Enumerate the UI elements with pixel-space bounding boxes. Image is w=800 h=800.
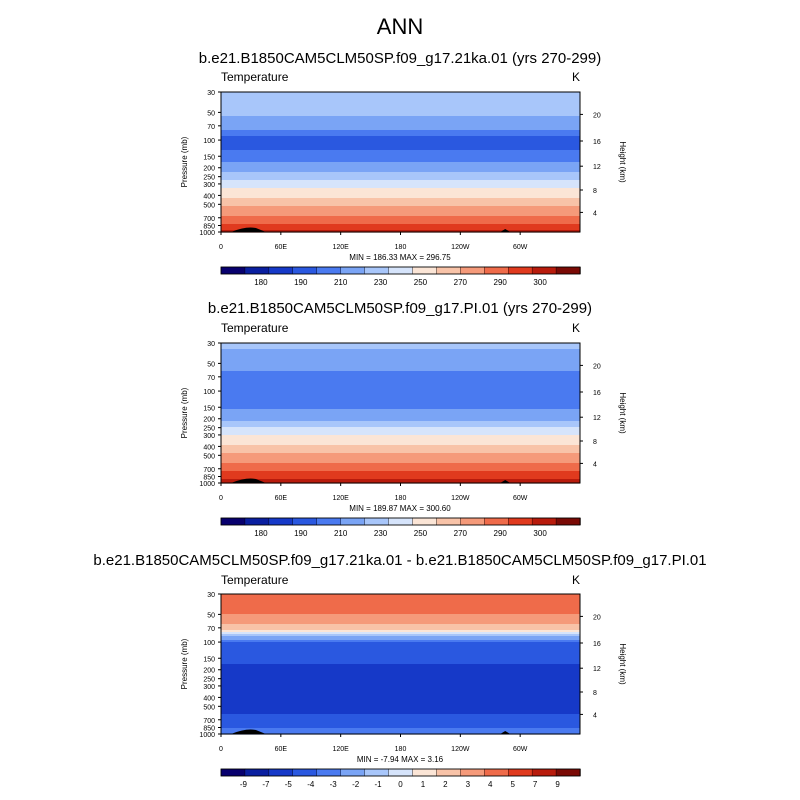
x-tick-label: 120E [332,746,349,753]
y-right-tick-label: 20 [593,614,601,622]
y-tick-label: 250 [203,425,215,433]
plot-area [221,92,580,233]
colorbar-swatch [484,518,508,525]
colorbar-swatch [412,769,436,776]
colorbar-swatch [412,518,436,525]
chart-panel-2 [180,300,627,538]
colorbar-swatch [365,518,389,525]
colorbar-swatch [293,267,317,274]
x-tick-label: 60E [274,495,288,502]
colorbar-label: -3 [329,780,337,789]
colorbar-swatch [508,769,532,776]
y-tick-label: 1000 [199,230,215,237]
colorbar-swatch [269,769,293,776]
x-tick-label: 180 [394,244,407,251]
colorbar-label: 3 [465,780,471,789]
colorbar [221,267,581,287]
colorbar-swatch [317,518,341,525]
colorbar-label: 230 [373,529,388,538]
colorbar-swatch [245,267,269,274]
colorbar-swatch [532,518,556,525]
colorbar-label: 1 [420,780,426,789]
colorbar-swatch [508,518,532,525]
colorbar-label: 180 [254,278,268,287]
colorbar-swatch [221,518,245,525]
colorbar-swatch [221,769,245,776]
y-right-tick-label: 4 [593,210,597,218]
colorbar-label: 5 [510,780,515,789]
y-tick-label: 100 [203,138,215,146]
y-tick-label: 50 [207,612,215,620]
colorbar-label: 190 [294,278,308,287]
y-tick-label: 50 [207,361,215,369]
left-string: Temperature [221,573,289,587]
y-right-axis-label: Height (km) [618,392,627,434]
colorbar-swatch [245,518,269,525]
y-right-tick-label: 8 [593,188,597,195]
y-tick-label: 200 [203,416,215,424]
y-tick-label: 150 [203,656,215,664]
colorbar-swatch [556,267,580,274]
chart-title: b.e21.B1850CAM5CLM50SP.f09_g17.21ka.01 (yrs 270-299) [198,50,602,67]
colorbar-label: 210 [333,278,348,287]
colorbar [221,518,581,538]
right-string: K [571,573,580,587]
y-tick-label: 70 [207,625,215,633]
colorbar-swatch [436,267,460,274]
y-tick-label: 200 [203,165,215,173]
colorbar-label: 7 [532,780,538,789]
left-string: Temperature [221,321,289,335]
y-right-axis-label: Height (km) [618,141,627,183]
chart-panel-1 [180,50,627,287]
y-right-tick-label: 12 [593,415,601,423]
y-tick-label: 70 [207,374,215,382]
colorbar-swatch [317,769,341,776]
x-tick-label: 180 [394,746,407,753]
y-tick-label: 150 [203,405,215,413]
colorbar-swatch [436,518,460,525]
colorbar-label: -7 [262,780,270,789]
colorbar-swatch [556,518,580,525]
colorbar-swatch [365,267,389,274]
x-tick-label: 60W [512,244,528,251]
y-tick-label: 300 [203,181,215,189]
y-right-axis-label: Height (km) [618,643,627,685]
colorbar-swatch [389,267,413,274]
colorbar-swatch [389,518,413,525]
y-tick-label: 500 [203,202,215,210]
x-tick-label: 0 [219,244,223,251]
y-tick-label: 300 [203,432,215,440]
y-right-tick-label: 4 [593,712,597,720]
y-tick-label: 50 [207,110,215,118]
colorbar-swatch [484,267,508,274]
colorbar-label: -5 [284,780,292,789]
colorbar-swatch [293,769,317,776]
x-tick-label: 120W [451,495,470,502]
y-right-tick-label: 8 [593,690,597,697]
colorbar-label: 2 [443,780,448,789]
x-tick-label: 0 [219,746,223,753]
chart-title: b.e21.B1850CAM5CLM50SP.f09_g17.PI.01 (yrs 270-299) [207,300,593,317]
y-tick-label: 30 [207,592,215,599]
colorbar-swatch [460,518,484,525]
colorbar-label: -9 [239,780,247,789]
y-right-tick-label: 12 [593,666,601,674]
left-string: Temperature [221,70,289,84]
x-tick-label: 0 [219,495,223,502]
y-tick-label: 850 [203,223,215,231]
colorbar-swatch [221,267,245,274]
y-tick-label: 1000 [199,481,215,488]
y-tick-label: 30 [207,90,215,97]
y-right-tick-label: 16 [593,641,601,648]
colorbar-label: 270 [453,529,468,538]
colorbar-swatch [508,267,532,274]
x-tick-label: 120W [451,746,470,753]
x-tick-label: 120W [451,244,470,251]
colorbar-swatch [317,267,341,274]
y-tick-label: 700 [203,215,215,223]
y-tick-label: 500 [203,453,215,461]
plot-area [221,594,580,735]
min-max-label: MIN = 186.33 MAX = 296.75 [349,253,451,262]
colorbar-swatch [269,518,293,525]
colorbar-label: 180 [254,529,268,538]
figure-title: ANN [376,14,424,39]
y-tick-label: 1000 [199,732,215,739]
colorbar-label: 250 [413,278,428,287]
x-tick-label: 120E [332,495,349,502]
y-right-tick-label: 12 [593,164,601,172]
colorbar-label: 290 [493,529,507,538]
x-tick-label: 60W [512,495,528,502]
colorbar-swatch [412,267,436,274]
y-right-tick-label: 16 [593,139,601,146]
colorbar-label: 300 [533,529,547,538]
y-tick-label: 200 [203,667,215,675]
y-tick-label: 300 [203,683,215,691]
x-tick-label: 180 [394,495,407,502]
colorbar-label: 0 [398,780,403,789]
colorbar-swatch [532,267,556,274]
colorbar-swatch [365,769,389,776]
colorbar-swatch [532,769,556,776]
y-tick-label: 400 [203,444,215,452]
colorbar-label: 9 [555,780,560,789]
x-tick-label: 60W [512,746,528,753]
colorbar-label: 290 [493,278,507,287]
colorbar-swatch [293,518,317,525]
y-tick-label: 400 [203,695,215,703]
y-tick-label: 850 [203,725,215,733]
y-tick-label: 100 [203,389,215,397]
y-tick-label: 70 [207,123,215,131]
colorbar-swatch [269,267,293,274]
y-right-tick-label: 4 [593,461,597,469]
colorbar-swatch [436,769,460,776]
chart-title: b.e21.B1850CAM5CLM50SP.f09_g17.21ka.01 - b.e21.B1850CAM5CLM50SP.f09_g17.PI.01 [93,552,707,569]
colorbar-swatch [389,769,413,776]
colorbar-swatch [460,267,484,274]
colorbar-label: 270 [453,278,468,287]
plot-area [221,343,580,484]
colorbar-label: 4 [488,780,493,789]
y-tick-label: 30 [207,341,215,348]
chart-panel-3 [93,552,706,789]
y-tick-label: 400 [203,193,215,201]
y-right-tick-label: 20 [593,112,601,120]
y-right-tick-label: 8 [593,439,597,446]
colorbar-label: 210 [333,529,348,538]
colorbar-swatch [556,769,580,776]
min-max-label: MIN = -7.94 MAX = 3.16 [356,755,444,764]
colorbar-label: 190 [294,529,308,538]
y-tick-label: 100 [203,640,215,648]
y-tick-label: 700 [203,466,215,474]
y-axis-label: Pressure (mb) [180,136,189,188]
y-tick-label: 850 [203,474,215,482]
colorbar-label: 250 [413,529,428,538]
y-axis-label: Pressure (mb) [180,387,189,439]
colorbar [221,769,581,789]
y-right-tick-label: 20 [593,363,601,371]
colorbar-swatch [341,518,365,525]
colorbar-swatch [484,769,508,776]
colorbar-label: -4 [307,780,315,789]
right-string: K [571,321,580,335]
colorbar-swatch [341,267,365,274]
colorbar-label: -1 [374,780,382,789]
x-tick-label: 120E [332,244,349,251]
colorbar-swatch [245,769,269,776]
y-tick-label: 250 [203,174,215,182]
x-tick-label: 60E [274,746,288,753]
min-max-label: MIN = 189.87 MAX = 300.60 [349,504,451,513]
colorbar-swatch [460,769,484,776]
x-tick-label: 60E [274,244,288,251]
colorbar-label: -2 [352,780,360,789]
y-tick-label: 500 [203,704,215,712]
right-string: K [571,70,580,84]
y-tick-label: 700 [203,717,215,725]
colorbar-label: 300 [533,278,547,287]
colorbar-swatch [341,769,365,776]
colorbar-label: 230 [373,278,388,287]
y-tick-label: 150 [203,154,215,162]
y-tick-label: 250 [203,676,215,684]
y-right-tick-label: 16 [593,390,601,397]
y-axis-label: Pressure (mb) [180,638,189,690]
